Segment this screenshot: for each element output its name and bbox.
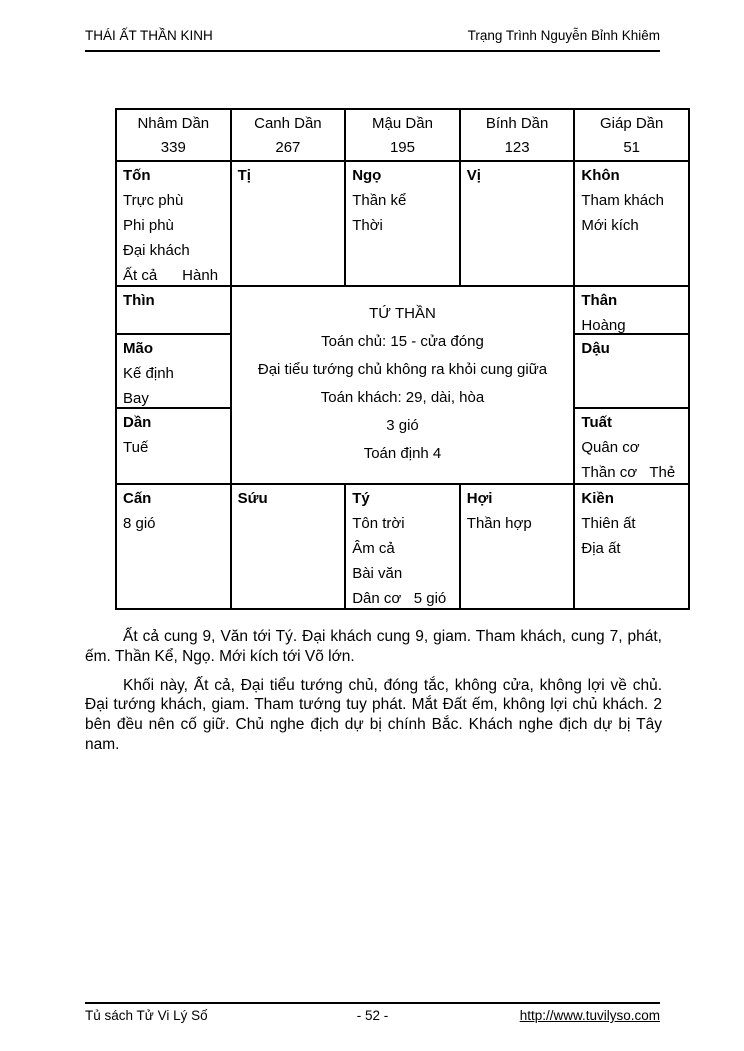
palace-title: Tuất bbox=[581, 414, 612, 431]
center-line: 3 gió bbox=[386, 417, 419, 434]
palace-line: Phi phù bbox=[123, 217, 174, 234]
palace-line: Tôn trời bbox=[352, 515, 405, 532]
year-name: Bính Dần bbox=[485, 115, 549, 132]
palace-cell-vi bbox=[460, 161, 575, 286]
year-cell-binh-dan bbox=[460, 109, 575, 161]
palace-cell-tuat bbox=[574, 408, 689, 484]
page-number: - 52 - bbox=[356, 1008, 389, 1023]
palace-cell-dau bbox=[574, 334, 689, 408]
palace-cell-kien bbox=[574, 484, 689, 609]
palace-line: Mới kích bbox=[581, 217, 639, 234]
page-header bbox=[85, 28, 660, 52]
palace-line: Dân cơ 5 gió bbox=[352, 590, 447, 607]
palace-line: Tuế bbox=[123, 439, 149, 456]
palace-cell-thin bbox=[116, 286, 231, 334]
paragraph-2: Khối này, Ất cả, Đại tiểu tướng chủ, đóng tắc, không cửa, không lợi về chủ. Đại tướng khách, giam. Tham tướng tuy phát. Mắt Đất ếm, không lợi chủ khách. 2 bên đều nên cố giữ. Chủ nghe địch dự bị chính Bắc. Khách nghe địch dự bị Tây nam. bbox=[85, 676, 662, 753]
year-cell-giap-dan bbox=[574, 109, 689, 161]
palace-line: Kế định bbox=[123, 365, 174, 382]
palace-cell-ngo bbox=[345, 161, 460, 286]
palace-title: Tý bbox=[352, 490, 370, 507]
palace-title: Mão bbox=[123, 340, 153, 357]
palace-title: Thân bbox=[581, 292, 618, 309]
palace-line: Thần kể bbox=[352, 192, 407, 209]
year-name: Giáp Dần bbox=[600, 115, 664, 132]
palace-title: Thìn bbox=[123, 292, 155, 309]
year-value: 339 bbox=[160, 139, 186, 156]
palace-title: Sứu bbox=[237, 490, 268, 507]
palace-title: Hợi bbox=[466, 490, 493, 507]
year-value: 51 bbox=[623, 139, 641, 156]
palace-cell-ton bbox=[116, 161, 231, 286]
year-value: 123 bbox=[504, 139, 530, 156]
divination-chart-table bbox=[115, 108, 690, 610]
palace-cell-ti bbox=[231, 161, 346, 286]
year-cell-mau-dan bbox=[345, 109, 460, 161]
palace-line: Tham khách bbox=[581, 192, 664, 209]
center-cell-tu-than bbox=[231, 286, 575, 484]
palace-cell-than bbox=[574, 286, 689, 334]
palace-line: Hoàng bbox=[581, 317, 626, 334]
page-footer bbox=[85, 1002, 660, 1023]
palace-line: Trực phù bbox=[123, 192, 184, 209]
palace-title: Vị bbox=[466, 167, 481, 184]
palace-title: Ngọ bbox=[352, 167, 382, 184]
palace-title: Dậu bbox=[581, 340, 610, 357]
year-value: 195 bbox=[389, 139, 415, 156]
palace-title: Cấn bbox=[123, 490, 152, 507]
center-line: Toán khách: 29, dài, hòa bbox=[320, 389, 485, 406]
palace-cell-can bbox=[116, 484, 231, 609]
palace-cell-mao bbox=[116, 334, 231, 408]
palace-line: Ất cả Hành bbox=[123, 267, 219, 284]
header-book-title: THÁI ẤT THẦN KINH bbox=[85, 28, 213, 43]
header-author: Trạng Trình Nguyễn Bỉnh Khiêm bbox=[467, 28, 660, 43]
year-cell-nham-dan bbox=[116, 109, 231, 161]
palace-cell-suu bbox=[231, 484, 346, 609]
palace-line: Địa ất bbox=[581, 540, 621, 557]
palace-line: Quân cơ bbox=[581, 439, 640, 456]
palace-cell-khon bbox=[574, 161, 689, 286]
body-text bbox=[85, 627, 662, 755]
year-value: 267 bbox=[275, 139, 301, 156]
palace-line: Bay bbox=[123, 390, 149, 407]
year-name: Canh Dần bbox=[254, 115, 322, 132]
year-name: Mậu Dần bbox=[372, 115, 433, 132]
palace-cell-dan bbox=[116, 408, 231, 484]
footer-website-link[interactable]: http://www.tuvilyso.com bbox=[519, 1008, 660, 1023]
center-line: Toán chủ: 15 - cửa đóng bbox=[321, 333, 484, 350]
palace-line: Thần cơ Thẻ bbox=[581, 464, 676, 481]
palace-title: Tốn bbox=[123, 167, 151, 184]
year-cell-canh-dan bbox=[231, 109, 346, 161]
paragraph-1: Ất cả cung 9, Văn tới Tý. Đại khách cung 9, giam. Tham khách, cung 7, phát, ếm. Thần Kể, Ngọ. Mới kích tới Võ lớn. bbox=[85, 628, 662, 665]
palace-cell-hoi bbox=[460, 484, 575, 609]
palace-title: Dần bbox=[123, 414, 152, 431]
palace-line: Thiên ất bbox=[581, 515, 636, 532]
footer-series-title: Tủ sách Tử Vi Lý Số bbox=[85, 1008, 208, 1023]
palace-title: Tị bbox=[237, 167, 251, 184]
palace-line: 8 gió bbox=[123, 515, 156, 532]
center-line: Toán định 4 bbox=[363, 445, 442, 462]
palace-title: Khôn bbox=[581, 167, 620, 184]
center-title: TỨ THẦN bbox=[369, 305, 436, 322]
palace-line: Bài văn bbox=[352, 565, 403, 582]
center-line: Đại tiểu tướng chủ không ra khỏi cung giữa bbox=[257, 361, 548, 378]
palace-line: Thần hợp bbox=[466, 515, 532, 532]
palace-line: Đại khách bbox=[123, 242, 190, 259]
palace-line: Âm cả bbox=[352, 540, 395, 557]
palace-cell-ty bbox=[345, 484, 460, 609]
palace-line: Thời bbox=[352, 217, 383, 234]
year-name: Nhâm Dần bbox=[137, 115, 210, 132]
palace-title: Kiền bbox=[581, 490, 614, 507]
